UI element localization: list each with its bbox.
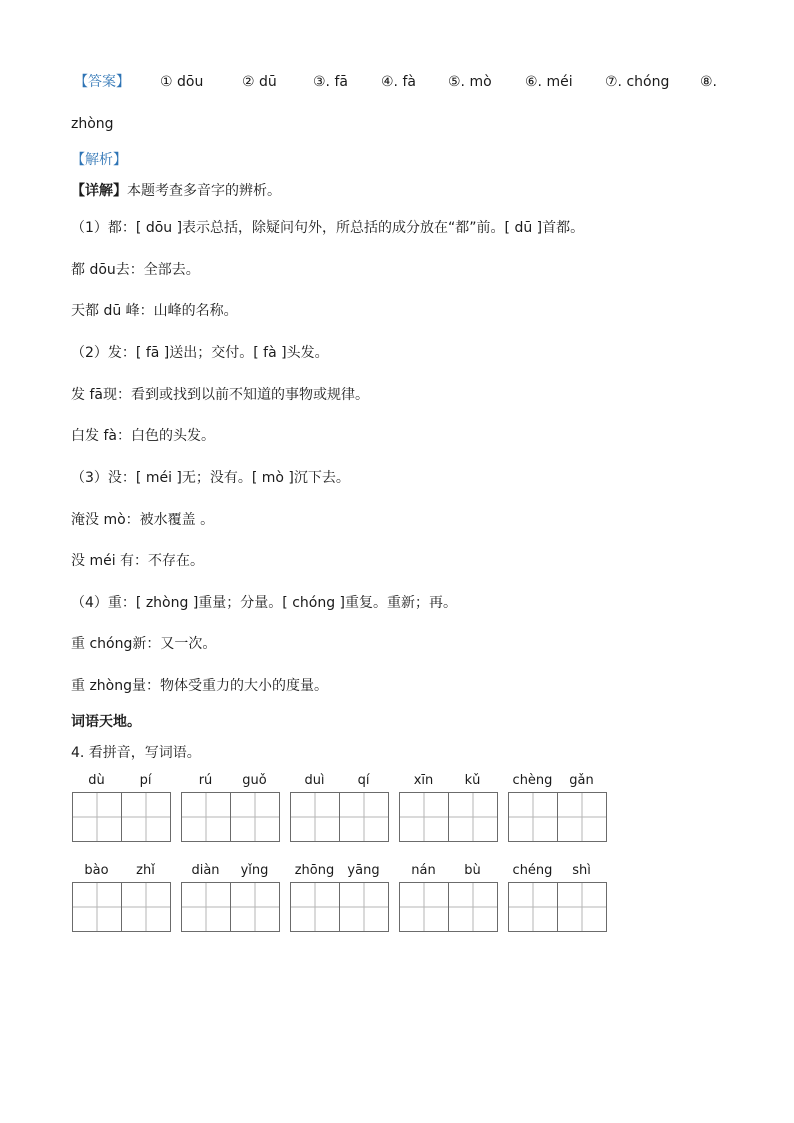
answer-item: ⑧. (700, 74, 718, 90)
writing-boxes (290, 792, 389, 842)
tianzige-cell[interactable] (230, 793, 279, 841)
answer-item: ⑦. chóng (605, 74, 670, 90)
tianzige-cell[interactable] (291, 883, 339, 931)
word-group (399, 863, 498, 932)
analysis-line: 淹没 mò：被水覆盖 。 (71, 512, 215, 528)
answer-wrap: zhòng (71, 116, 114, 132)
pinyin-label (290, 863, 389, 879)
pinyin-syllable: dù (88, 773, 105, 788)
pinyin-syllable: pí (139, 773, 152, 788)
word-group (181, 863, 280, 932)
tianzige-cell[interactable] (291, 793, 339, 841)
analysis-line: 重 chóng新：又一次。 (71, 636, 217, 652)
pinyin-syllable: chèng (512, 773, 553, 788)
pinyin-label (72, 863, 171, 879)
writing-boxes (508, 792, 607, 842)
analysis-line: 天都 dū 峰：山峰的名称。 (71, 303, 238, 319)
writing-boxes (399, 792, 498, 842)
word-group (290, 863, 389, 932)
word-group (508, 863, 607, 932)
tianzige-cell[interactable] (73, 793, 121, 841)
answer-item: ① dōu (160, 74, 204, 90)
pinyin-syllable: qí (357, 773, 370, 788)
answer-item: ④. fà (381, 74, 416, 90)
pinyin-label (508, 863, 607, 879)
detail-text: 本题考查多音字的辨析。 (127, 183, 281, 199)
pinyin-syllable: duì (304, 773, 325, 788)
pinyin-syllable: shì (572, 863, 591, 878)
writing-grid-row-2 (72, 863, 607, 932)
writing-boxes (290, 882, 389, 932)
tianzige-cell[interactable] (121, 793, 170, 841)
pinyin-syllable: zhǐ (136, 863, 155, 878)
pinyin-syllable: chéng (512, 863, 553, 878)
tianzige-cell[interactable] (557, 793, 606, 841)
analysis-line: （4）重：[ zhòng ]重量；分量。[ chóng ]重复。重新；再。 (71, 595, 457, 611)
tianzige-cell[interactable] (557, 883, 606, 931)
pinyin-syllable: bù (464, 863, 481, 878)
word-group (72, 773, 171, 842)
answer-item: ③. fā (313, 74, 348, 90)
analysis-line: （2）发：[ fā ]送出；交付。[ fà ]头发。 (71, 345, 329, 361)
tianzige-cell[interactable] (509, 883, 557, 931)
answer-tag: 【答案】 (74, 74, 130, 90)
answer-item: ⑥. méi (525, 74, 573, 90)
pinyin-label (399, 863, 498, 879)
tianzige-cell[interactable] (339, 883, 388, 931)
pinyin-syllable: diàn (191, 863, 220, 878)
word-group (508, 773, 607, 842)
pinyin-label (290, 773, 389, 789)
word-group (181, 773, 280, 842)
detail-tag: 【详解】 (71, 183, 127, 199)
writing-boxes (181, 882, 280, 932)
writing-grid-row-1 (72, 773, 607, 842)
pinyin-syllable: yǐng (240, 863, 269, 878)
pinyin-syllable: rú (198, 773, 213, 788)
analysis-line: 发 fā现：看到或找到以前不知道的事物或规律。 (71, 387, 369, 403)
writing-boxes (508, 882, 607, 932)
pinyin-syllable: nán (411, 863, 436, 878)
tianzige-cell[interactable] (182, 883, 230, 931)
tianzige-cell[interactable] (448, 883, 497, 931)
analysis-line: 重 zhòng量：物体受重力的大小的度量。 (71, 678, 328, 694)
pinyin-syllable: gǎn (569, 773, 594, 788)
tianzige-cell[interactable] (400, 883, 448, 931)
pinyin-label (399, 773, 498, 789)
tianzige-cell[interactable] (339, 793, 388, 841)
answer-item: ② dū (242, 74, 277, 90)
pinyin-label (181, 863, 280, 879)
word-group (72, 863, 171, 932)
tianzige-cell[interactable] (182, 793, 230, 841)
analysis-line: 都 dōu去：全部去。 (71, 262, 200, 278)
pinyin-label (508, 773, 607, 789)
writing-boxes (72, 882, 171, 932)
analysis-line: （3）没：[ méi ]无；没有。[ mò ]沉下去。 (71, 470, 350, 486)
tianzige-cell[interactable] (509, 793, 557, 841)
pinyin-syllable: xīn (413, 773, 434, 788)
writing-boxes (181, 792, 280, 842)
pinyin-label (72, 773, 171, 789)
tianzige-cell[interactable] (73, 883, 121, 931)
tianzige-cell[interactable] (230, 883, 279, 931)
analysis-tag: 【解析】 (71, 152, 127, 168)
pinyin-syllable: kǔ (464, 773, 481, 788)
pinyin-syllable: guǒ (242, 773, 267, 788)
writing-boxes (399, 882, 498, 932)
detail-line (71, 181, 281, 201)
analysis-line: （1）都：[ dōu ]表示总括，除疑问句外，所总括的成分放在“都”前。[ dū ]首都。 (71, 220, 585, 236)
pinyin-label (181, 773, 280, 789)
word-group (399, 773, 498, 842)
analysis-line: 没 méi 有：不存在。 (71, 553, 205, 569)
pinyin-syllable: zhōng (294, 863, 335, 878)
section-title: 词语天地。 (71, 714, 141, 730)
tianzige-cell[interactable] (448, 793, 497, 841)
pinyin-syllable: yāng (347, 863, 380, 878)
writing-boxes (72, 792, 171, 842)
word-group (290, 773, 389, 842)
question-4: 4. 看拼音，写词语。 (71, 745, 201, 761)
answer-item: ⑤. mò (448, 74, 492, 90)
tianzige-cell[interactable] (400, 793, 448, 841)
analysis-line: 白发 fà：白色的头发。 (71, 428, 215, 444)
tianzige-cell[interactable] (121, 883, 170, 931)
pinyin-syllable: bào (84, 863, 109, 878)
